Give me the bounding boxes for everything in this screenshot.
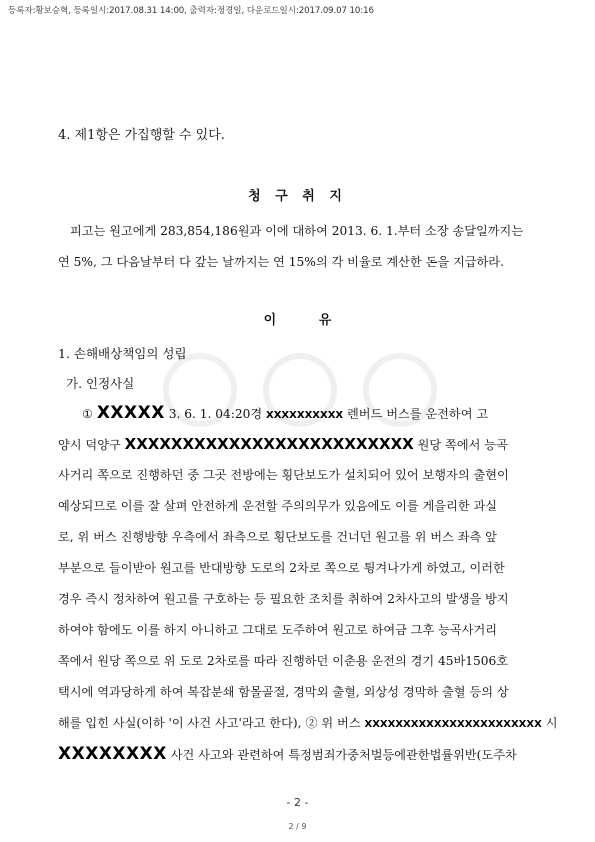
fact-line-12 [58, 739, 540, 770]
redaction-mark: XXXXXXXXXX [266, 410, 344, 421]
redaction-mark: XXXXXXXX [58, 744, 167, 764]
fact-line-6: 부분으로 들이받아 원고를 반대방향 도로의 2차로 쪽으로 튕겨나가게 하였고, 이러한 [58, 561, 505, 575]
fact-line-7: 경우 즉시 정차하여 원고를 구호하는 등 필요한 조치를 취하여 2차사고의 발생을 방지 [58, 592, 509, 606]
fact-line-8: 하여야 함에도 이를 하지 아니하고 그대로 도주하여 원고로 하여금 그후 능곡사거리 [58, 623, 498, 637]
claim-section-title: 청 구 취 지 [248, 189, 347, 204]
page-count: 2 / 9 [288, 822, 307, 831]
fact-line-9: 쪽에서 원당 쪽으로 위 도로 2차로를 따라 진행하던 이춘용 운전의 경기 45바1506호 [58, 654, 509, 668]
order-item-4: 4. 제1항은 가집행할 수 있다. [58, 128, 225, 143]
fact-text: 해를 입힌 사실(이하 '이 사건 사고'라고 한다), ② 위 버스 [58, 716, 361, 730]
fact-line-5: 로, 위 버스 진행방향 우측에서 좌측으로 횡단보도를 건너던 원고를 위 버스 좌측 앞 [58, 530, 497, 544]
fact-line-2 [58, 429, 540, 460]
claim-body [58, 216, 540, 278]
reason-heading-2: 가. 인정사실 [66, 376, 135, 391]
fact-text: 3. 6. 1. 04:20경 [168, 407, 263, 421]
fact-line-1 [58, 398, 540, 429]
fact-paragraph [58, 398, 558, 770]
fact-text: 원당 쪽에서 능곡 [417, 438, 508, 452]
circled-one: ① [82, 407, 93, 421]
fact-line-10: 택시에 역과당하게 하여 복잡분쇄 함몰골절, 경막외 출혈, 외상성 경막하 출혈 등의 상 [58, 685, 509, 699]
fact-line-11 [58, 708, 558, 739]
claim-line-2: 연 5%, 그 다음날부터 다 갚는 날까지는 연 15%의 각 비율로 계산한 돈을 지급하라. [58, 255, 504, 269]
fact-text: 사건 사고와 관련하여 특정범죄가중처벌등에관한법률위반(도주차 [170, 748, 517, 762]
reason-heading-1: 1. 손해배상책임의 성립 [58, 346, 187, 361]
fact-line-4: 예상되므로 이를 잘 살펴 안전하게 운전할 주의의무가 있음에도 이를 게을리한 과실 [58, 499, 498, 513]
reason-section-title: 이 유 [263, 313, 332, 328]
fact-line-3: 사거리 쪽으로 진행하던 중 그곳 전방에는 횡단보도가 설치되어 있어 보행자의 출현이 [58, 468, 509, 482]
fact-text: 양시 덕양구 [58, 438, 121, 452]
redaction-mark: XXXXXXXXXXXXXXXXXXXXXXX [364, 719, 542, 730]
document-header-meta: 등록자:황보승혁, 등록일시:2017.08.31 14:00, 출력자:정경일, 다운로드일시:2017.09.07 10:16 [8, 6, 374, 16]
redaction-mark: XXXXXXXXXXXXXXXXXXXXXXXXX [124, 435, 414, 453]
page-number: - 2 - [286, 796, 309, 809]
fact-text: 시 [545, 716, 558, 730]
redaction-mark: XXXXX [96, 403, 165, 423]
claim-line-1: 피고는 원고에게 283,854,186원과 이에 대하여 2013. 6. 1.부터 소장 송달일까지는 [70, 224, 524, 238]
fact-text: 렌버드 버스를 운전하여 고 [347, 407, 489, 421]
